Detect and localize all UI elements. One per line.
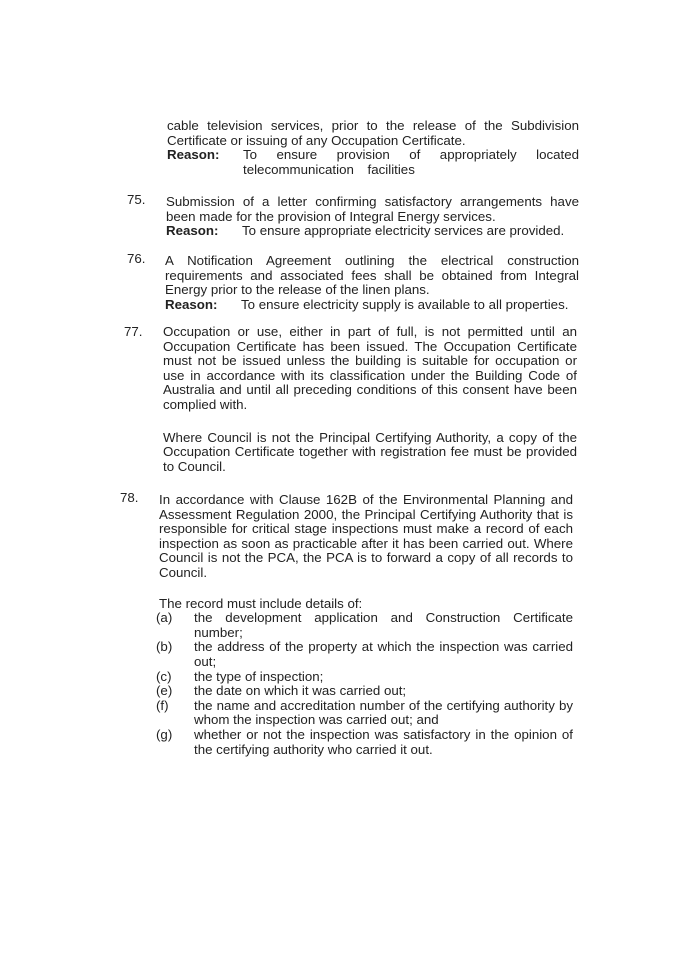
list-item — [156, 670, 573, 685]
reason-label: Reason: — [166, 223, 219, 239]
list-item-label: (f) — [156, 697, 169, 713]
list-item-text: whether or not the inspection was satisfactory in the opinion of the certifying authority who carried it out. — [194, 726, 573, 757]
condition-continuation — [167, 119, 579, 177]
continuation-text: cable television services, prior to the release of the Subdivision Certificate or issuing of any Occupation Certificate. — [167, 118, 579, 148]
continuation-reason — [167, 148, 579, 177]
condition-reason — [166, 224, 579, 239]
condition-text-secondary: Where Council is not the Principal Certifying Authority, a copy of the Occupation Certificate together with registration fee must be provided to Council. — [163, 429, 577, 474]
list-item-label: (c) — [156, 668, 172, 684]
list-intro: The record must include details of: — [159, 595, 363, 611]
list-item-text: the type of inspection; — [194, 668, 324, 684]
list-item-text: the development application and Construction Certificate number; — [194, 610, 573, 640]
list-item-label: (b) — [156, 639, 173, 655]
condition-75 — [166, 195, 579, 239]
condition-number: 77. — [124, 324, 143, 339]
condition-number: 78. — [120, 490, 139, 505]
list-item-text: the name and accreditation number of the certifying authority by whom the inspection was carried out; and — [194, 697, 573, 728]
list-item-label: (a) — [156, 610, 173, 626]
reason-text: To ensure provision of appropriately located telecommunication facilities — [243, 147, 579, 177]
list-item — [156, 699, 573, 728]
list-item — [156, 611, 573, 640]
condition-78 — [156, 492, 573, 757]
reason-text: To ensure electricity supply is available to all properties. — [241, 296, 569, 312]
condition-text: Submission of a letter confirming satisfactory arrangements have been made for the provision of Integral Energy services. — [166, 194, 579, 224]
reason-label: Reason: — [167, 147, 220, 163]
list-item-label: (g) — [156, 726, 173, 742]
list-item — [156, 684, 573, 699]
list-item-text: the address of the property at which the inspection was carried out; — [194, 639, 573, 669]
list-item-label: (e) — [156, 683, 173, 699]
condition-text: Occupation or use, either in part of full, is not permitted until an Occupation Certificate has been issued. The Occupation Certificate must not be issued unless the building is suitable for occupation or use in accordance with its classification under the Building Code of Australia and until all preceding conditions of this consent have been complied with. — [163, 324, 577, 412]
condition-77 — [163, 325, 577, 474]
condition-text: A Notification Agreement outlining the electrical construction requirements and associated fees shall be obtained from Integral Energy prior to the release of the linen plans. — [165, 253, 579, 298]
condition-reason — [165, 298, 579, 313]
condition-text: In accordance with Clause 162B of the Environmental Planning and Assessment Regulation 2000, the Principal Certifying Authority that is responsible for critical stage inspections must make a record of each inspection as soon as practicable after it has been carried out. Where Council is not the PCA, the PCA is to forward a copy of all records to Council. — [159, 492, 573, 580]
list-item — [156, 728, 573, 757]
list-item-text: the date on which it was carried out; — [194, 683, 407, 699]
condition-number: 75. — [127, 192, 146, 207]
condition-76 — [165, 254, 579, 312]
condition-number: 76. — [127, 251, 146, 266]
reason-text: To ensure appropriate electricity services are provided. — [242, 223, 565, 239]
reason-label: Reason: — [165, 296, 218, 312]
list-item — [156, 640, 573, 669]
inspection-details-list — [156, 611, 573, 757]
